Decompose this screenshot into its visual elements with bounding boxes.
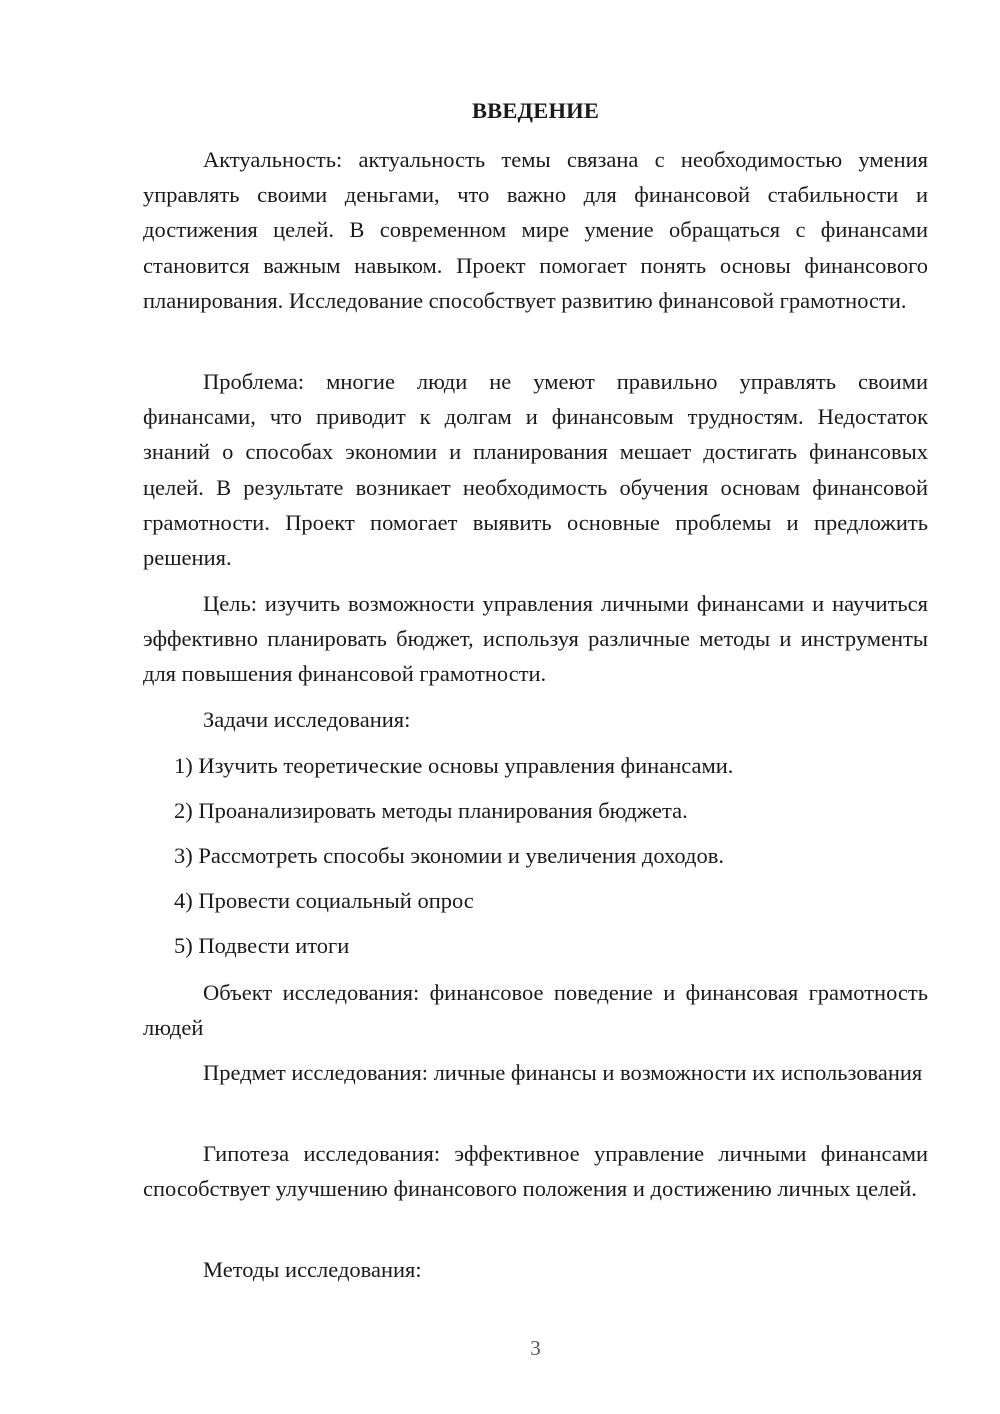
subject-paragraph: Предмет исследования: личные финансы и возможности их использования [203, 1060, 923, 1085]
page-number: 3 [530, 1336, 541, 1360]
task-item: 3) Рассмотреть способы экономии и увеличения доходов. [174, 843, 724, 868]
task-item: 2) Проанализировать методы планирования бюджета. [174, 798, 688, 823]
document-page [143, 0, 928, 1414]
task-item: 1) Изучить теоретические основы управления финансами. [174, 753, 734, 778]
task-item: 4) Провести социальный опрос [174, 888, 474, 913]
hypothesis-paragraph: Гипотеза исследования: эффективное управление личными финансами способствует улучшению финансового положения и достижению личных целей. [143, 1141, 928, 1202]
methods-title: Методы исследования: [203, 1257, 422, 1282]
goal-paragraph: Цель: изучить возможности управления личными финансами и научиться эффективно планировать бюджет, используя различные методы и инструменты для повышения финансовой грамотности. [143, 591, 928, 687]
task-item: 5) Подвести итоги [174, 933, 350, 958]
object-paragraph: Объект исследования: финансовое поведение и финансовая грамотность людей [143, 980, 928, 1041]
relevance-paragraph: Актуальность: актуальность темы связана с необходимостью умения управлять своими деньгами, что важно для финансовой стабильности и достижения целей. В современном мире умение обращаться с финансами становится важным навыком. Проект помогает понять основы финансового планирования. Исследование способствует развитию финансовой грамотности. [143, 147, 928, 313]
section-heading: ВВЕДЕНИЕ [471, 98, 600, 123]
tasks-title: Задачи исследования: [203, 707, 411, 732]
problem-paragraph: Проблема: многие люди не умеют правильно управлять своими финансами, что приводит к долгам и финансовым трудностям. Недостаток знаний о способах экономии и планирования мешает достигать финансовых целей. В результате возникает необходимость обучения основам финансовой грамотности. Проект помогает выявить основные проблемы и предложить решения. [143, 369, 928, 571]
